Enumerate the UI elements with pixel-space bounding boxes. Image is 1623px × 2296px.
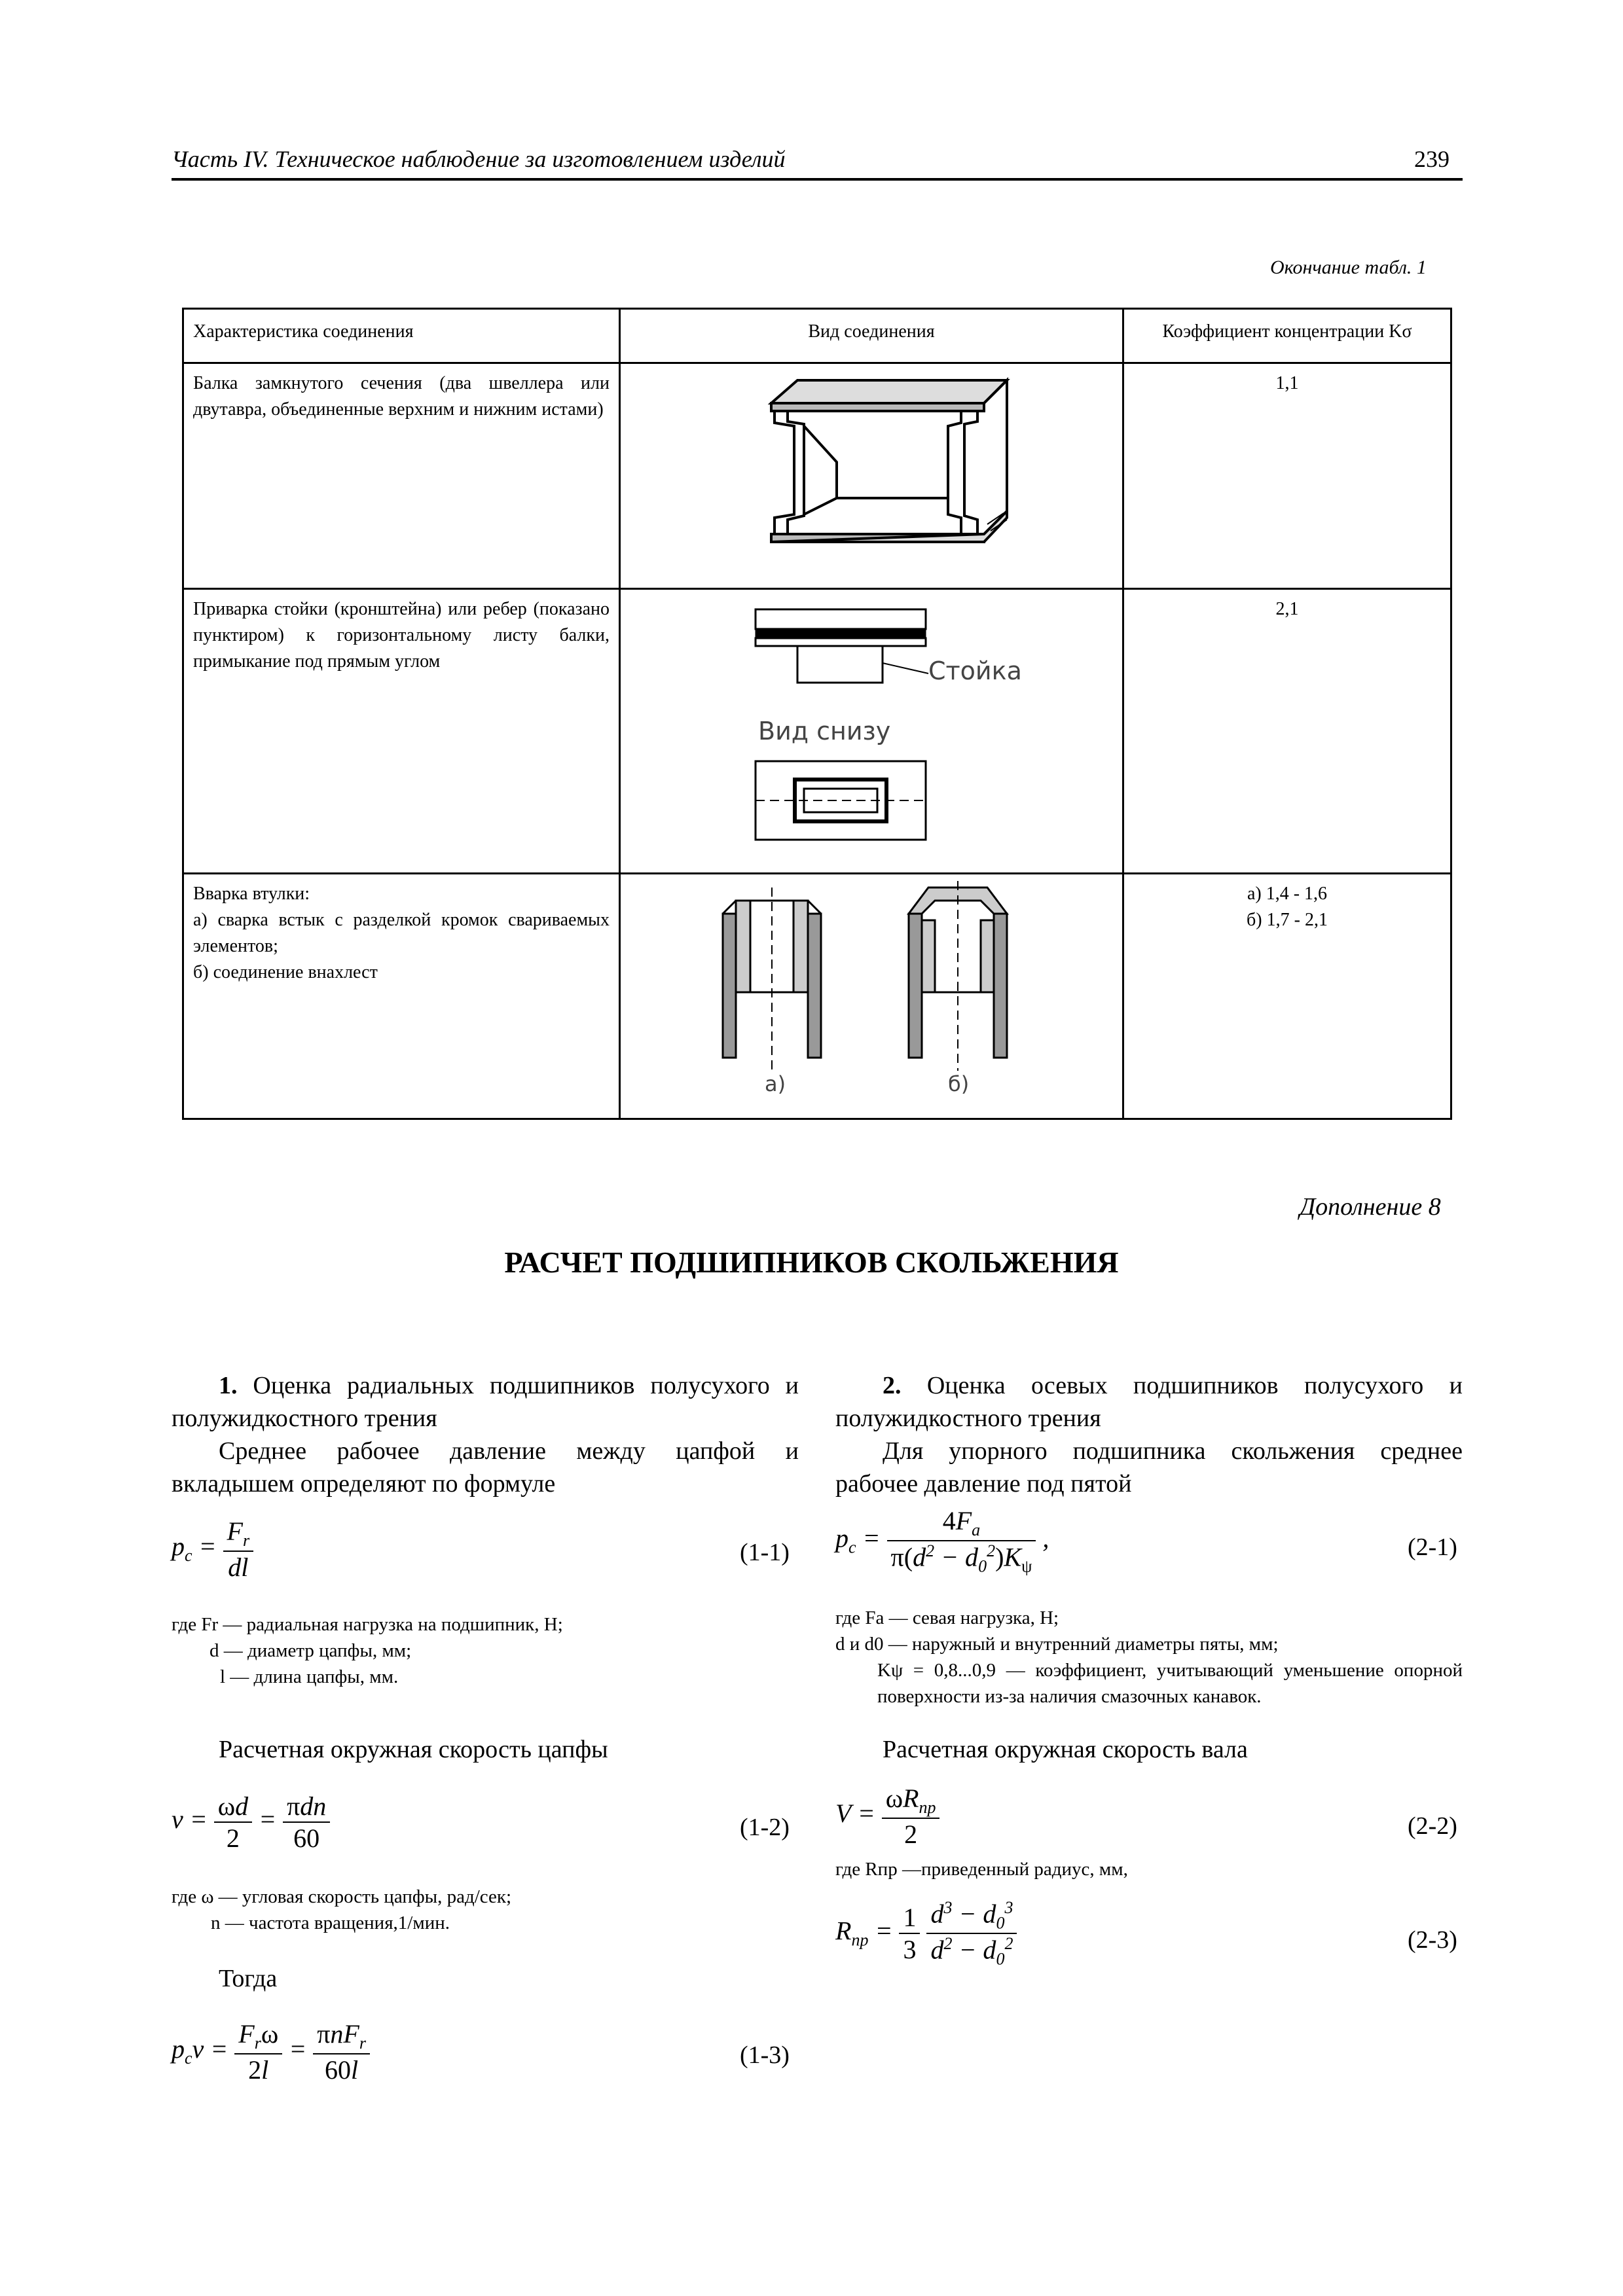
page-number: 239: [1414, 146, 1450, 172]
joint-figure: [620, 589, 1123, 874]
table-row: [183, 589, 1451, 874]
joint-description: [183, 874, 620, 1119]
eq-number: (2-2): [1408, 1812, 1457, 1840]
coefficient-line: а) 1,4 - 1,6: [1247, 884, 1328, 904]
header-rule: [172, 178, 1463, 181]
description-line: Вварка втулки:: [193, 884, 310, 904]
description-line: а) сварка встык с разделкой кромок свариваемых элементов;: [193, 910, 610, 956]
table-row: [183, 874, 1451, 1119]
table-row: [183, 363, 1451, 589]
formula-2-1: $p_c$ = $\frac{4F_a}{\pi(d^2 - d_0^2)K_\psi}$ ,: [835, 1506, 1049, 1576]
where-list-3: где Fa — севая нагрузка, Н; d и d0 — наружный и внутренний диаметры пяты, мм; Kψ = 0,8...0,9 — коэффициент, учитывающий уменьшение опорной поверхности из-за наличия смазочных канавок.: [835, 1607, 1463, 1707]
joints-table: [182, 308, 1452, 1120]
subsection-heading: 1. Оценка радиальных подшипников полусухого и полужидкостного трения: [172, 1372, 799, 1432]
joint-figure: [620, 363, 1123, 589]
table-header-row: [183, 309, 1451, 363]
running-header-title: Часть IV. Техническое наблюдение за изготовлением изделий: [172, 146, 786, 172]
intro-paragraph: Среднее рабочее давление между цапфой и вкладышем определяют по формуле: [172, 1437, 799, 1498]
figure-label-bottom-view: Вид снизу: [758, 717, 891, 745]
joint-description: Приварка стойки (кронштейна) или ребер (показано пунктиром) к горизонтальному листу балки, примыкание под прямым углом: [183, 589, 620, 874]
concentration-coefficient: 1,1: [1123, 363, 1451, 589]
subsection-heading: 2. Оценка осевых подшипников полусухого и полужидкостного трения: [835, 1372, 1463, 1432]
closed-beam-figure: [621, 364, 1122, 580]
bushing-weld-figure: [621, 874, 1122, 1110]
where-list-1: где Fr — радиальная нагрузка на подшипник, Н; d — диаметр цапфы, мм; l — длина цапфы, мм.: [172, 1614, 563, 1687]
left-column: [172, 1369, 799, 1500]
figure-label-column: Стойка: [928, 656, 1022, 685]
formula-2-3: $R_{пр}$ = $\frac{1}{3}$ $\frac{d^3 - d_0^3}{d^2 - d_0^2}$: [835, 1898, 1017, 1969]
concentration-coefficient: 2,1: [1123, 589, 1451, 874]
table-header-cell: Коэффициент концентрации Kσ: [1123, 309, 1451, 363]
figure-label-a: а): [765, 1071, 786, 1096]
eq-number: (1-2): [740, 1814, 790, 1841]
eq-number: (2-3): [1408, 1926, 1457, 1954]
appendix-label: Дополнение 8: [1300, 1193, 1441, 1221]
formula-1-3: $p_cv$ = $\frac{F_r\omega}{2l}$ = $\frac{\pi nF_r}{60l}$: [172, 2018, 370, 2085]
table-header-cell: Характеристика соединения: [183, 309, 620, 363]
figure-label-b: б): [948, 1071, 970, 1096]
formula-2-2: V = $\frac{\omega R_{пр}}{2}$: [835, 1783, 939, 1850]
formula-1-1: $p_c$ = $\frac{F_r}{dl}$: [172, 1516, 253, 1583]
speed-paragraph: Расчетная окружная скорость вала: [883, 1736, 1248, 1763]
where-list-4: где Rпр —приведенный радиус, мм,: [835, 1859, 1128, 1880]
formula-1-2: v = $\frac{\omega d}{2}$ = $\frac{\text{πdn}}{60}$: [172, 1791, 330, 1854]
joint-figure: [620, 874, 1123, 1119]
table-continuation-note: Окончание табл. 1: [1270, 257, 1427, 278]
where-list-2: где ω — угловая скорость цапфы, рад/сек; n — частота вращения,1/мин.: [172, 1886, 512, 1933]
coefficient-line: б) 1,7 - 2,1: [1247, 910, 1328, 930]
eq-number: (1-3): [740, 2041, 790, 2069]
eq-number: (1-1): [740, 1539, 790, 1566]
eq-number: (2-1): [1408, 1534, 1457, 1561]
speed-paragraph: Расчетная окружная скорость цапфы: [219, 1736, 608, 1763]
intro-paragraph: Для упорного подшипника скольжения среднее рабочее давление под пятой: [835, 1437, 1463, 1498]
then-paragraph: Тогда: [219, 1965, 278, 1992]
right-column: [835, 1369, 1463, 1500]
concentration-coefficient: [1123, 874, 1451, 1119]
joint-description: Балка замкнутого сечения (два швеллера или двутавра, объединенные верхним и нижним истами): [183, 363, 620, 589]
section-title: РАСЧЕТ ПОДШИПНИКОВ СКОЛЬЖЕНИЯ: [504, 1246, 1119, 1279]
description-line: б) соединение внахлест: [193, 962, 378, 982]
table-header-cell: Вид соединения: [620, 309, 1123, 363]
